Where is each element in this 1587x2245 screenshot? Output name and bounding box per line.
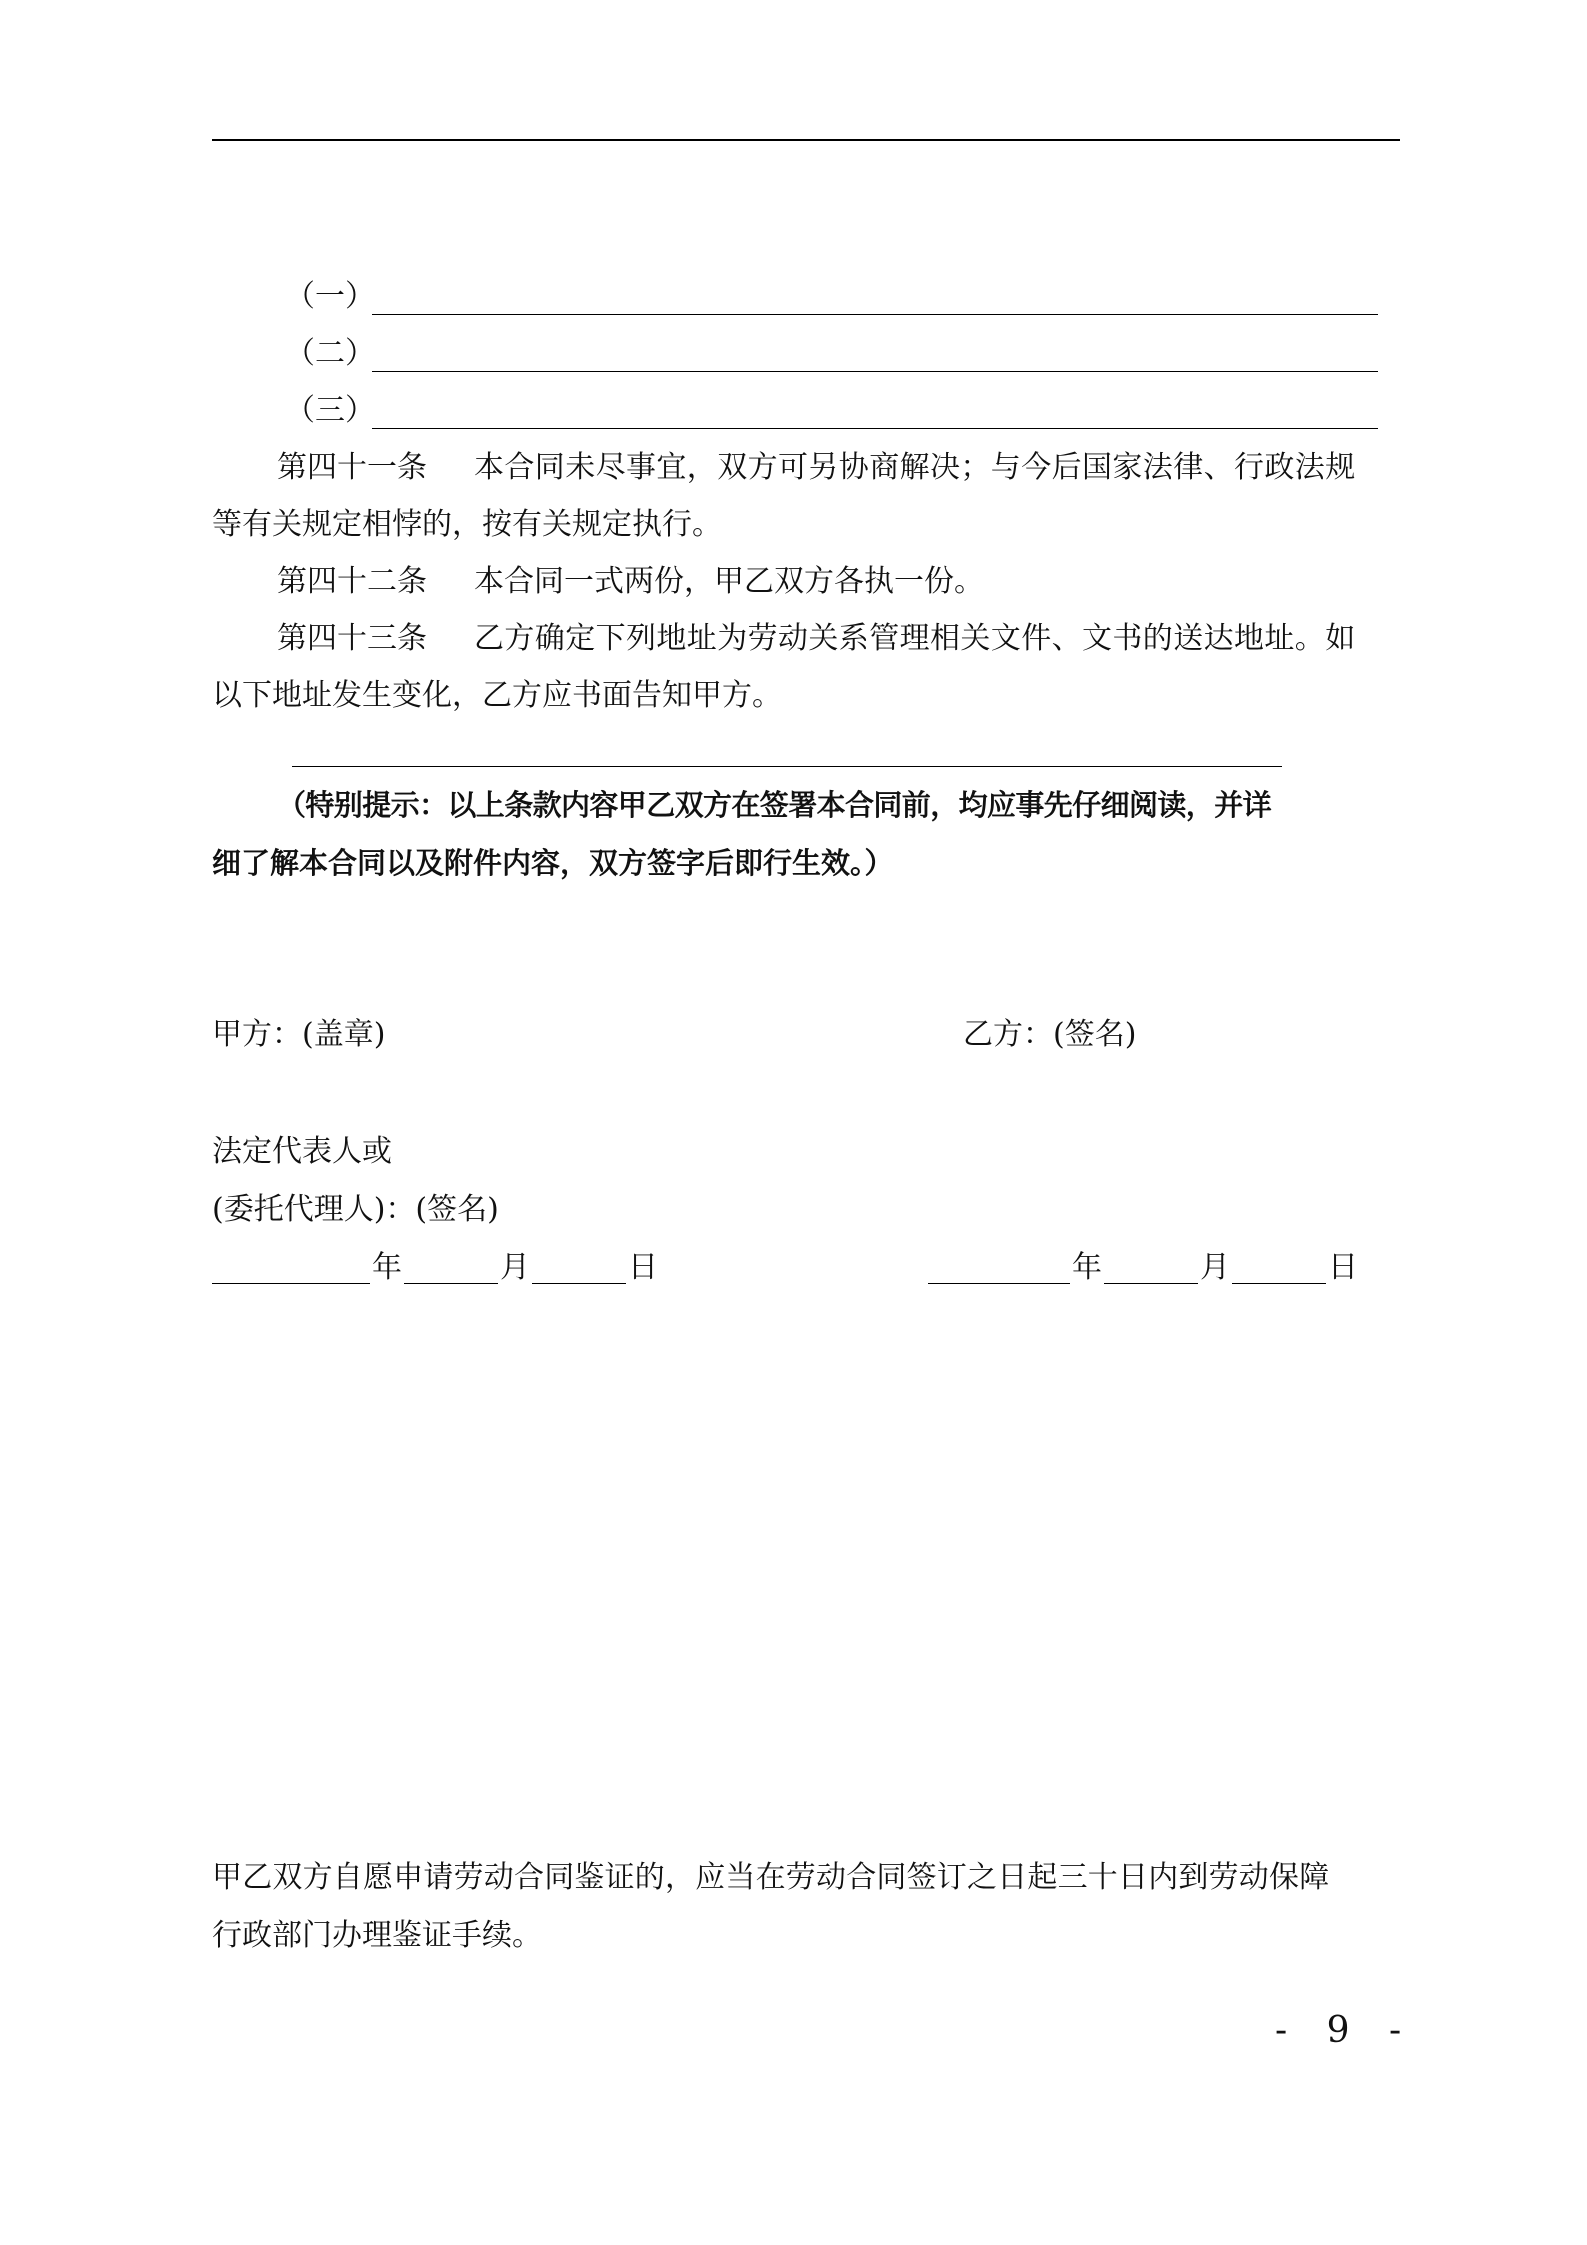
list-item-marker-1: （一） [285, 279, 375, 314]
party-a-month-blank[interactable] [404, 1283, 498, 1284]
party-b-month-label: 月 [1200, 1250, 1230, 1285]
article-43-number: 第四十三条 [277, 621, 427, 656]
header-rule [212, 139, 1400, 141]
agent-label: (委托代理人)：(签名) [212, 1192, 499, 1227]
party-a-month-label: 月 [500, 1250, 530, 1285]
party-b-day-label: 日 [1328, 1250, 1358, 1285]
article-42-number: 第四十二条 [277, 564, 427, 599]
party-b-year-label: 年 [1072, 1250, 1102, 1285]
blank-line-1[interactable] [372, 314, 1378, 315]
blank-line-3[interactable] [372, 428, 1378, 429]
party-b-year-blank[interactable] [928, 1283, 1070, 1284]
article-41-number: 第四十一条 [277, 450, 427, 485]
footer-note-line1: 甲乙双方自愿申请劳动合同鉴证的，应当在劳动合同签订之日起三十日内到劳动保障 [212, 1860, 1330, 1895]
party-a-year-label: 年 [372, 1250, 402, 1285]
article-41-line1: 本合同未尽事宜，双方可另协商解决；与今后国家法律、行政法规 [474, 450, 1356, 485]
special-note-line2: 细了解本合同以及附件内容，双方签字后即行生效。） [212, 846, 894, 880]
address-blank-line[interactable] [292, 766, 1282, 767]
list-item-marker-3: （三） [285, 393, 375, 428]
party-b-label: 乙方：(签名) [963, 1017, 1137, 1052]
footer-note-line2: 行政部门办理鉴证手续。 [212, 1918, 542, 1953]
special-note-line1: （特别提示：以上条款内容甲乙双方在签署本合同前，均应事先仔细阅读，并详 [277, 788, 1272, 822]
list-item-marker-2: （二） [285, 336, 375, 371]
article-43-line1: 乙方确定下列地址为劳动关系管理相关文件、文书的送达地址。如 [474, 621, 1356, 656]
article-42-line1: 本合同一式两份，甲乙双方各执一份。 [474, 564, 984, 599]
party-a-day-blank[interactable] [532, 1283, 626, 1284]
page-number: - 9 - [1275, 2010, 1416, 2051]
party-b-month-blank[interactable] [1104, 1283, 1198, 1284]
party-a-day-label: 日 [628, 1250, 658, 1285]
article-41-line2: 等有关规定相悖的，按有关规定执行。 [212, 507, 722, 542]
article-43-line2: 以下地址发生变化，乙方应书面告知甲方。 [212, 678, 782, 713]
party-a-year-blank[interactable] [212, 1283, 370, 1284]
legal-rep-label: 法定代表人或 [212, 1134, 392, 1169]
party-a-label: 甲方：(盖章) [212, 1017, 386, 1052]
party-b-day-blank[interactable] [1232, 1283, 1326, 1284]
blank-line-2[interactable] [372, 371, 1378, 372]
